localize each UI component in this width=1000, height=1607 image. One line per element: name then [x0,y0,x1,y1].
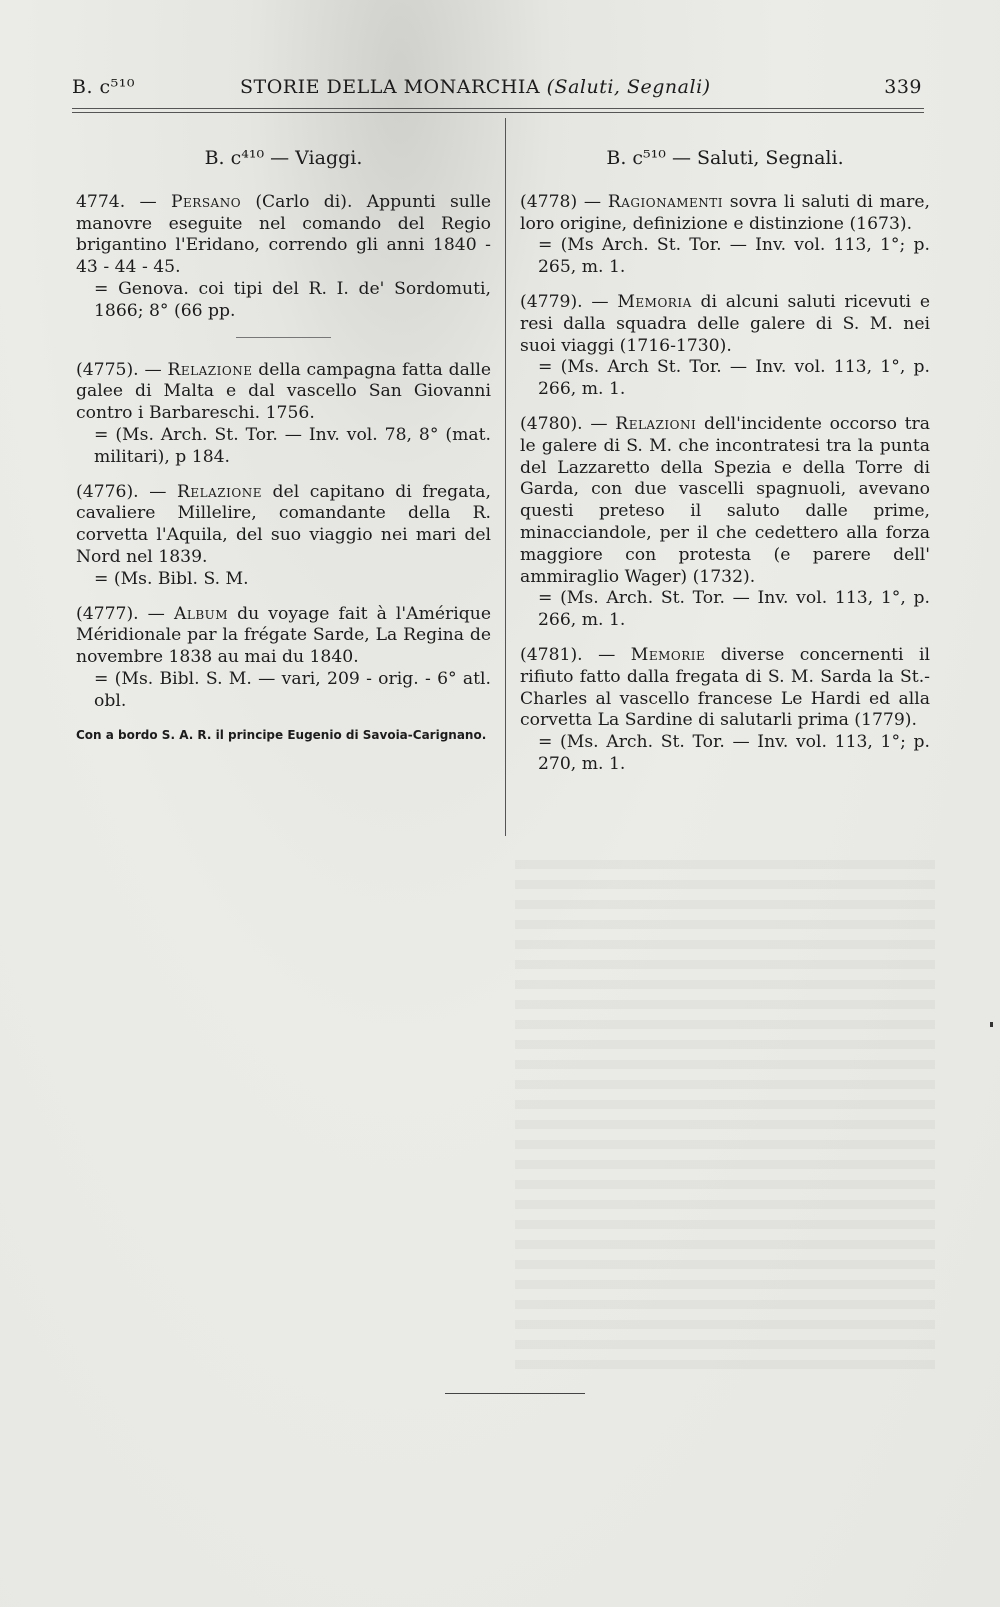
entry-citation: = Genova. coi tipi del R. I. de' Sordomuti, 1866; 8° (66 pp. [94,278,491,321]
entry-citation: = (Ms. Arch St. Tor. — Inv. vol. 113, 1°, p. 266, m. 1. [538,357,930,400]
entry-number: (4775). — [76,359,168,380]
entry-citation: = (Ms. Arch. St. Tor. — Inv. vol. 78, 8° (mat. militari), p 184. [94,424,491,467]
entry-text: dell'incidente occorso tra le galere di S. M. che incontratesi tra la punta del Lazzaretto della Spezia e della Torre di Garda, con due vascelli spagnuoli, avevano questi preteso il saluto dalle prime, minacciandole, per il che cedettero alla forza maggiore con protesta (e parere dell' ammiraglio Wager) (1732). [520,413,931,587]
entry-citation: = (Ms. Bibl. S. M. [94,568,249,589]
entry-author: Album [173,603,229,624]
entry-4779 [520,292,930,401]
entry-body [520,292,930,357]
entry-number: (4780). — [520,413,616,434]
entry-body [76,192,491,279]
header-title-italic: (Saluti, Segnali) [546,76,711,98]
entry-text: del capitano di fregata, cavaliere Millelire, comandante della R. corvetta l'Aquila, del suo viaggio nei mari del Nord nel 1839. [76,481,491,567]
entry-number: 4774. — [76,191,171,212]
header-title-main: STORIE DELLA MONARCHIA [240,76,547,98]
entry-text: diverse concernenti il rifiuto fatto dalla fregata di S. M. Sarda la St.-Charles al vascello francese Le Hardi ed alla corvetta La Sardine di salutarli prima (1779). [520,644,931,731]
entry-author: Relazioni [615,413,697,434]
entry-4781 [520,645,930,776]
entry-number: (4779). — [520,291,618,312]
footer-rule [445,1393,585,1394]
right-column-title: B. c⁵¹⁰ — Saluti, Segnali. [606,147,844,169]
left-column-title: B. c⁴¹⁰ — Viaggi. [204,147,363,169]
entry-author: Memorie [630,644,706,665]
entry-body [520,414,930,588]
entry-body [76,604,491,669]
entry-body [76,482,491,569]
entry-4775 [76,360,491,469]
bleed-through-text [515,860,935,1380]
entry-number: (4777). — [76,603,174,624]
page-number: 339 [884,76,922,98]
entry-4774 [76,192,491,323]
entry-number: (4776). — [76,481,177,502]
entry-author: Relazione [167,359,253,380]
entry-author: Ragionamenti [607,191,724,212]
entry-text: della campagna fatta dalle galee di Malta e dal vascello San Giovanni contro i Barbareschi. 1756. [76,359,491,424]
entry-citation: = (Ms Arch. St. Tor. — Inv. vol. 113, 1°; p. 265, m. 1. [538,235,930,278]
entry-body [520,192,930,236]
header-rule [72,108,924,113]
entry-citation: = (Ms. Bibl. S. M. — vari, 209 - orig. - 6° atl. obl. [94,668,491,711]
entry-citation: = (Ms. Arch. St. Tor. — Inv. vol. 113, 1°; p. 270, m. 1. [538,732,930,774]
entry-4777 [76,604,491,713]
entry-4778 [520,192,930,279]
header-title [240,76,711,98]
entry-number: (4781). — [520,644,631,665]
entry-text: (Carlo di). Appunti sulle manovre eseguite nel comando del Regio brigantino l'Eridano, correndo gli anni 1840 - 43 - 44 - 45. [76,191,491,278]
separator-rule [236,337,331,338]
left-column [76,148,491,745]
entry-4780 [520,414,930,632]
entry-author: Memoria [617,291,692,312]
running-header [72,76,922,106]
entry-author: Persano [170,191,242,212]
entry-body [76,360,491,425]
entry-4776 [76,482,491,591]
entry-text: di alcuni saluti ricevuti e resi dalla squadra delle galere di S. M. nei suoi viaggi (1716-1730). [520,291,930,356]
header-section-code: B. c⁵¹⁰ [72,76,136,98]
entry-citation: = (Ms. Arch. St. Tor. — Inv. vol. 113, 1°, p. 266, m. 1. [538,588,930,631]
entry-note: Con a bordo S. A. R. il principe Eugenio di Savoia-Carignano. [76,727,487,742]
entry-text: sovra li saluti di mare, loro origine, definizione e distinzione (1673). [520,191,930,234]
entry-number: (4778) — [520,191,608,212]
right-column [520,148,930,789]
margin-mark [990,1022,993,1027]
entry-text: du voyage fait à l'Amérique Méridionale par la frégate Sarde, La Regina de novembre 1838 au mai du 1840. [76,603,491,668]
entry-author: Relazione [176,481,262,502]
column-divider [505,118,506,836]
entry-body [520,645,930,732]
